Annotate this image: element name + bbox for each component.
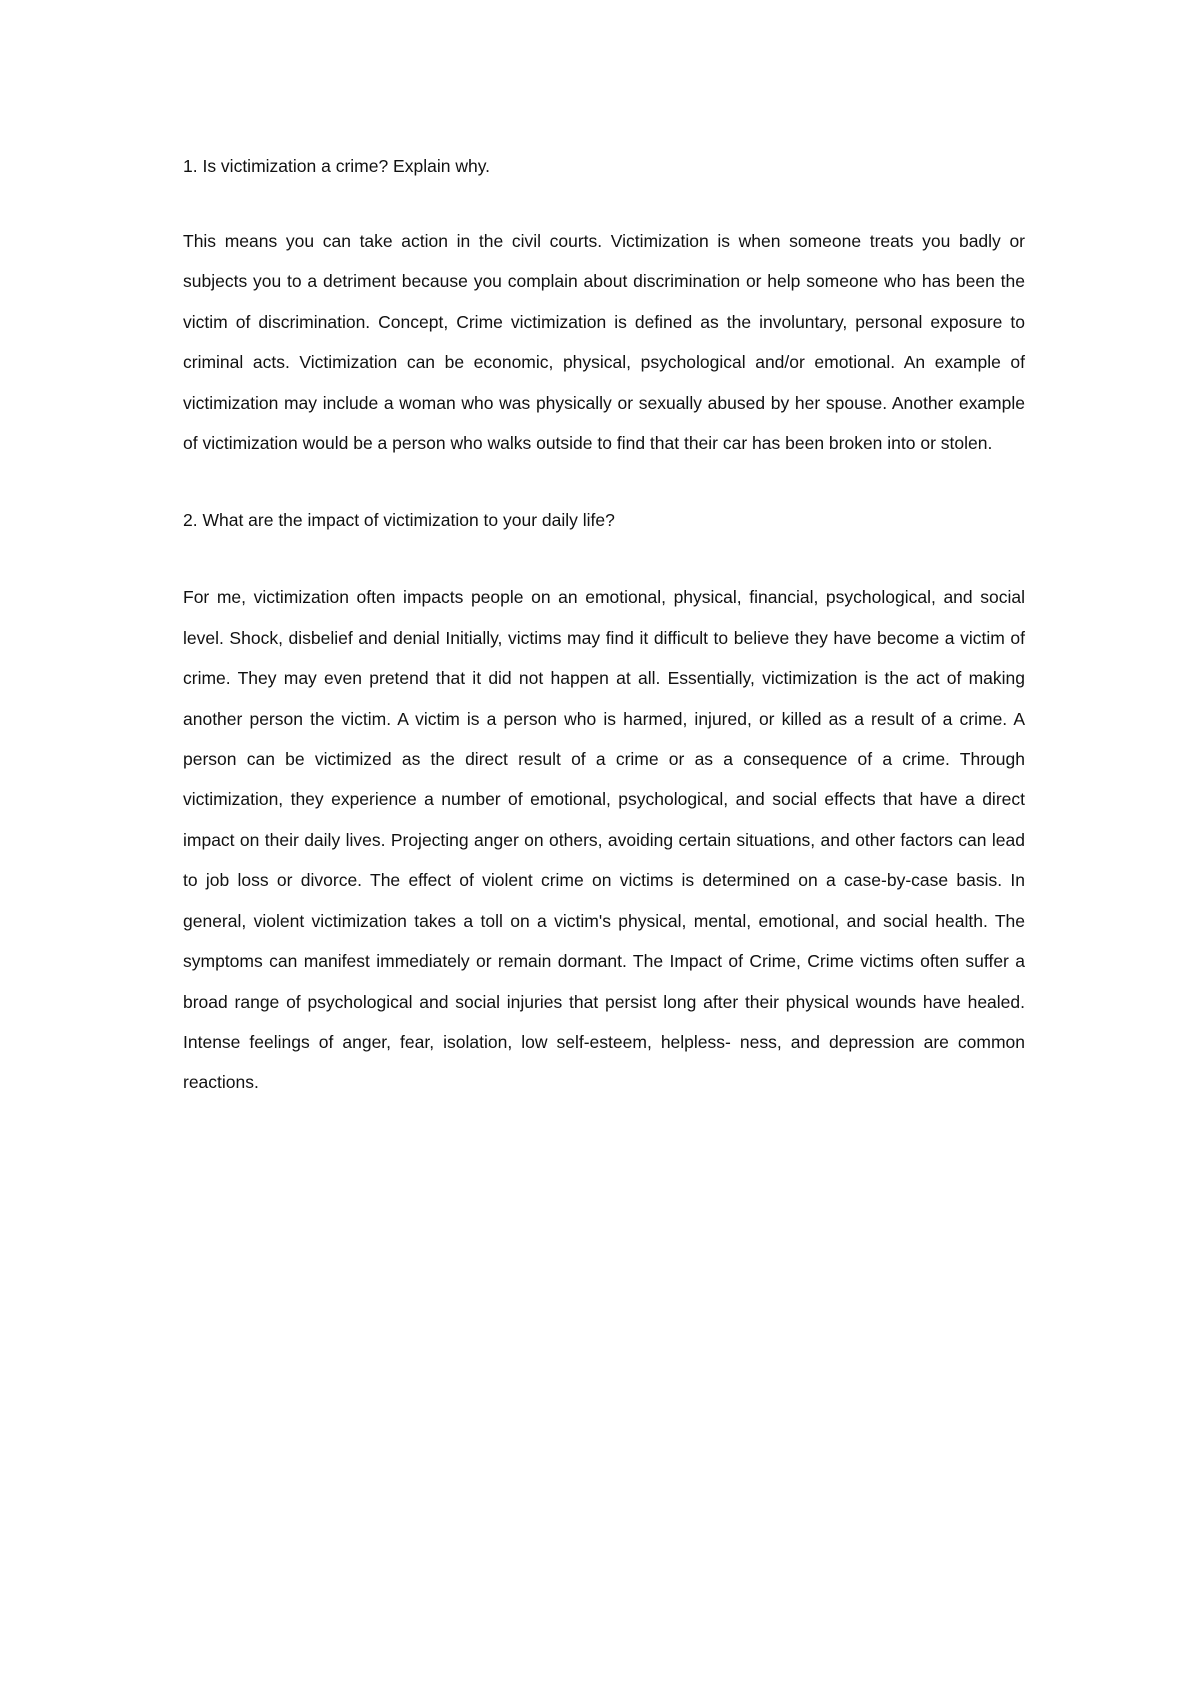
answer-1-paragraph: This means you can take action in the civil courts. Victimization is when someone treats you badly or subjects you to a detriment because you complain about discrimination or help someone who has been the victim of discrimination. Concept, Crime victimization is defined as the involuntary, personal exposure to criminal acts. Victimization can be economic, physical, psychological and/or emotional. An example of victimization may include a woman who was physically or sexually abused by her spouse. Another example of victimization would be a person who walks outside to find that their car has been broken into or stolen. — [183, 231, 1025, 454]
answer-2-paragraph: For me, victimization often impacts people on an emotional, physical, financial, psychological, and social level. Shock, disbelief and denial Initially, victims may find it difficult to believe they have become a victim of crime. They may even pretend that it did not happen at all. Essentially, victimization is the act of making another person the victim. A victim is a person who is harmed, injured, or killed as a result of a crime. A person can be victimized as the direct result of a crime or as a consequence of a crime. Through victimization, they experience a number of emotional, psychological, and social effects that have a direct impact on their daily lives. Projecting anger on others, avoiding certain situations, and other factors can lead to job loss or divorce. The effect of violent crime on victims is determined on a case-by-case basis. In general, violent victimization takes a toll on a victim's physical, mental, emotional, and social health. The symptoms can manifest immediately or remain dormant. The Impact of Crime, Crime victims often suffer a broad range of psychological and social injuries that persist long after their physical wounds have healed. Intense feelings of anger, fear, isolation, low self-esteem, helpless- ness, and depression are common reactions. — [183, 587, 1025, 1093]
question-2-heading: 2. What are the impact of victimization to your daily life? — [183, 510, 615, 531]
question-1-heading: 1. Is victimization a crime? Explain why. — [183, 156, 491, 176]
document-page — [183, 146, 1025, 1103]
